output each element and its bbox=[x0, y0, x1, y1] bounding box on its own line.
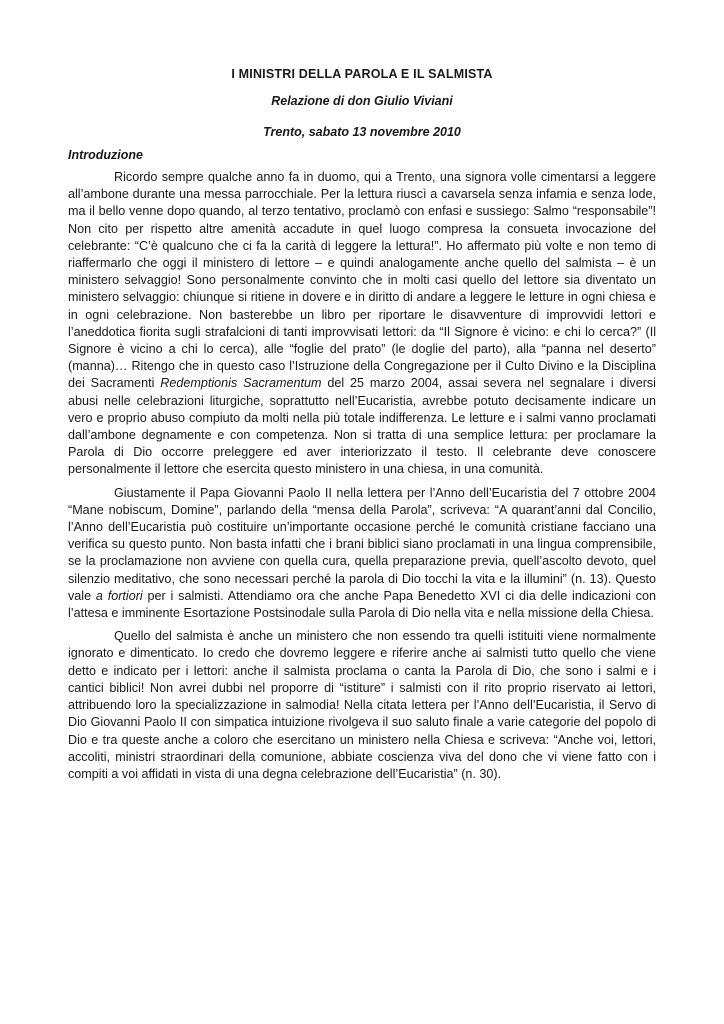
document-dateline: Trento, sabato 13 novembre 2010 bbox=[263, 125, 461, 139]
paragraph-1-text-a: Ricordo sempre qualche anno fa in duomo, qui a Trento, una signora volle cimentarsi a leggere all’ambone durante una messa parrocchiale. Per la lettura riuscì a cavarsela senza infamia e senza lode, ma il bello venne dopo quando, al terzo tentativo, proclamò con enfasi e sussiego: Salmo “responsabile”! Non cito per rispetto altre amenità accadute in quel luogo compresa la consueta invocazione del celebrante: “C’è qualcuno che ci fa la carità di leggere la lettura!”. Ho affermato più volte e non temo di riaffermarlo che oggi il ministero di lettore – e quindi analogamente anche quello del salmista – è un ministero selvaggio! Sono personalmente convinto che in molti casi quello del lettore sia diventato un ministero selvaggio: chiunque si ritiene in dovere e in diritto di andare a leggere le letture in ogni chiesa e in ogni celebrazione. Non basterebbe un libro per riportare le disavventure di improvvidi lettori e l’aneddotica fiorita sugli strafalcioni di tanti improvvisati lettori: da “Il Signore è vicino: e chi lo cerca?” (Il Signore è vicino a chi lo cerca), alle “foglie del prato” (le doglie del parto), alla “panna nel deserto” (manna)… Ritengo che in questo caso l’Istruzione della Congregazione per il Culto Divino e la Disciplina dei Sacramenti bbox=[68, 170, 656, 391]
paragraph-3 bbox=[68, 628, 656, 783]
paragraph-1-text-b: del 25 marzo 2004, assai severa nel segnalare i diversi abusi nelle celebrazioni liturgiche, soprattutto nell’Eucaristia, avrebbe potuto decisamente indicare un vero e proprio abuso compiuto da molti nella più totale indifferenza. Le letture e i salmi vanno proclamati dall’ambone degnamente e con competenza. Non si tratta di una semplice lettura: per proclamare la Parola di Dio occorre preleggere ed aver interiorizzato il testo. Il celebrante deve conoscere personalmente il lettore che esercita questo ministero in una chiesa, in una comunità. bbox=[68, 376, 656, 477]
paragraph-1 bbox=[68, 169, 656, 479]
section-heading: Introduzione bbox=[68, 148, 143, 162]
paragraph-2 bbox=[68, 485, 656, 623]
paragraph-2-text-a: Giustamente il Papa Giovanni Paolo II nella lettera per l’Anno dell’Eucaristia del 7 ottobre 2004 “Mane nobiscum, Domine”, parlando della “mensa della Parola”, scriveva: “A quarant’anni dal Concilio, l’Anno dell’Eucaristia può costituire un’importante occasione perché le comunità cristiane facciano una verifica su questo punto. Non basta infatti che i brani biblici siano proclamati in una lingua comprensibile, se la proclamazione non avviene con quella cura, quella preparazione previa, quell’ascolto devoto, quel silenzio meditativo, che sono necessari perché la parola di Dio tocchi la vita e la illumini” (n. 13). Questo vale bbox=[68, 485, 656, 603]
paragraph-2-emphasis: a fortiori bbox=[95, 588, 143, 603]
paragraph-1-emphasis: Redemptionis Sacramentum bbox=[160, 376, 322, 391]
document-page bbox=[68, 66, 656, 789]
document-title: I MINISTRI DELLA PAROLA E IL SALMISTA bbox=[231, 67, 493, 81]
paragraph-2-text-b: per i salmisti. Attendiamo ora che anche Papa Benedetto XVI ci dia delle indicazioni con l’attesa e imminente Esortazione Postsinodale sulla Parola di Dio nella vita e nella missione della Chiesa. bbox=[68, 588, 656, 621]
document-subtitle: Relazione di don Giulio Viviani bbox=[271, 94, 453, 108]
paragraph-3-text: Quello del salmista è anche un ministero che non essendo tra quelli istituiti viene normalmente ignorato e dimenticato. Io credo che dovremo leggere e riferire anche ai salmisti tutto quello che viene detto e indicato per i lettori: anche il salmista proclama o canta la Parola di Dio, che sono i salmi e i cantici biblici! Non avrei dubbi nel proporre di “istiture” i salmisti con il rito proprio riservato ai lettori, attribuendo loro la specializzazione in salmodia! Nella citata lettera per l’Anno dell’Eucaristia, il Servo di Dio Giovanni Paolo II con simpatica intuizione rivolgeva il suo saluto finale a varie categorie del popolo di Dio e tra queste anche a coloro che esercitano un ministero nella Chiesa e scriveva: “Anche voi, lettori, accoliti, ministri straordinari della comunione, abbiate coscienza viva del dono che vi viene fatto con i compiti a voi affidati in vista di una degna celebrazione dell’Eucaristia” (n. 30). bbox=[68, 629, 656, 781]
